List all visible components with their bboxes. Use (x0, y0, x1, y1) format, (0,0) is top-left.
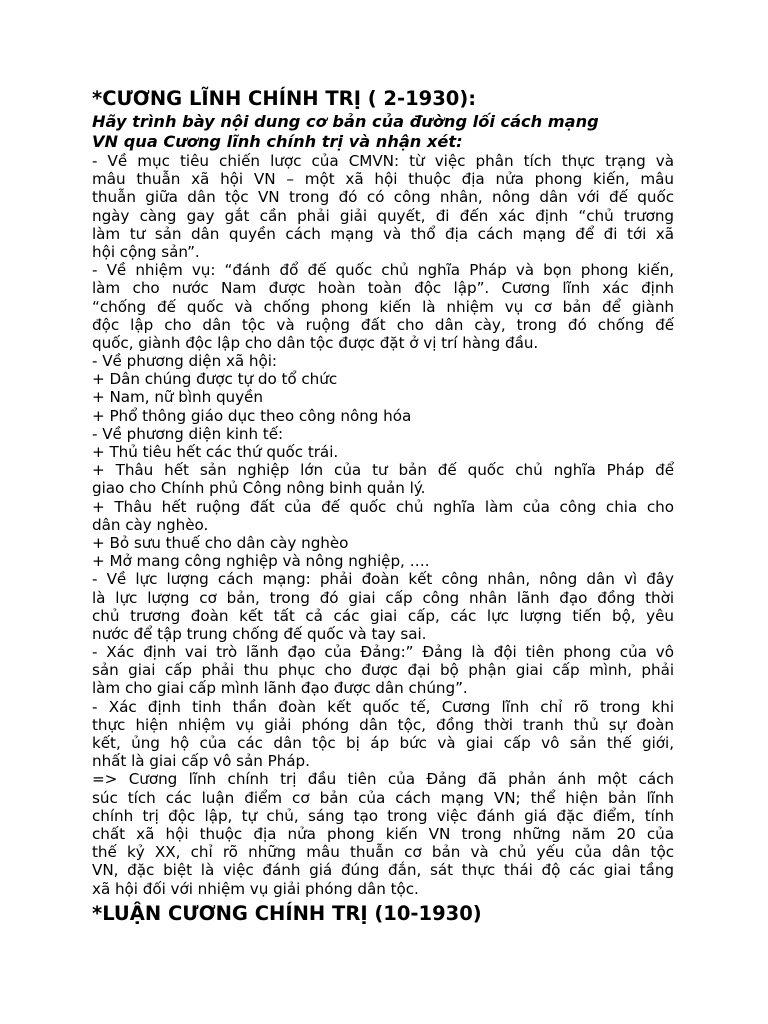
body-text-line: thực hiện nhiệm vụ giải phóng dân tộc, đồng thời tranh thủ sự đoàn (92, 715, 674, 734)
body-text-line: chất xã hội thuộc địa nửa phong kiến VN trong những năm 20 của (92, 824, 674, 843)
document-page (92, 86, 674, 927)
body-text-line: - Xác định tinh thần đoàn kết quốc tế, Cương lĩnh chỉ rõ trong khi (92, 697, 674, 716)
body-text-line: + Nam, nữ bình quyền (92, 388, 263, 407)
body-text-line: làm cho nước Nam được hoàn toàn độc lập”. Cương lĩnh xác định (92, 279, 674, 298)
body-text-line: - Xác định vai trò lãnh đạo của Đảng:” Đảng là đội tiên phong của vô (92, 643, 674, 662)
body-text-line: nhất là giai cấp vô sản Pháp. (92, 752, 310, 771)
section-heading-cuong-linh: *CƯƠNG LĨNH CHÍNH TRỊ ( 2-1930): (92, 87, 477, 110)
body-text-line: “chống đế quốc và chống phong kiến là nhiệm vụ cơ bản để giành (92, 297, 674, 316)
body-text-line: ngày càng gay gắt cần phải giải quyết, đi đến xác định “chủ trương (92, 206, 674, 225)
body-text-line: sản giai cấp phải thu phục cho được đại bộ phận giai cấp mình, phải (92, 661, 674, 680)
body-text-line: thế kỷ XX, chỉ rõ những mâu thuẫn cơ bản và chủ yếu của dân tộc (92, 843, 674, 862)
body-text-line: - Về phương diện kinh tế: (92, 424, 284, 443)
document-body (92, 152, 674, 898)
body-text-line: mâu thuẫn xã hội VN – một xã hội thuộc địa nửa phong kiến, mâu (92, 170, 674, 189)
body-text-line: VN, đặc biệt là việc đánh giá đúng đắn, sát thực thái độ các giai tầng (92, 861, 674, 880)
body-text-line: + Thâu hết sản nghiệp lớn của tư bản đế quốc chủ nghĩa Pháp để (92, 461, 674, 480)
body-text-line: nước để tập trung chống đế quốc và tay sai. (92, 624, 427, 643)
body-text-line: - Về phương diện xã hội: (92, 352, 277, 371)
body-text-line: + Thâu hết ruộng đất của đế quốc chủ nghĩa làm của công chia cho (92, 497, 674, 516)
body-text-line: - Về mục tiêu chiến lược của CMVN: từ việc phân tích thực trạng và (92, 152, 674, 170)
body-text-line: độc lập cho dân tộc và ruộng đất cho dân cày, trong đó chống đế (92, 315, 674, 334)
body-text-line: giao cho Chính phủ Công nông binh quản lý. (92, 479, 426, 498)
body-text-line: xã hội đối với nhiệm vụ giải phóng dân tộc. (92, 879, 419, 898)
body-text-line: chủ trương đoàn kết tất cả các giai cấp, các lực lượng tiến bộ, yêu (92, 606, 674, 625)
body-text-line: thuẫn giữa dân tộc VN trong đó có công nhân, nông dân với đế quốc (92, 188, 674, 207)
body-text-line: dân cày nghèo. (92, 515, 209, 534)
question-line-2: VN qua Cương lĩnh chính trị và nhận xét: (92, 132, 463, 151)
body-text-line: + Mở mang công nghiệp và nông nghiệp, …. (92, 552, 430, 571)
body-text-line: là lực lượng cơ bản, trong đó giai cấp công nhân lãnh đạo đồng thời (92, 588, 674, 607)
body-text-line: súc tích các luận điểm cơ bản của cách mạng VN; thể hiện bản lĩnh (92, 788, 674, 807)
body-text-line: kết, ủng hộ của các dân tộc bị áp bức và giai cấp vô sản thế giới, (92, 734, 674, 752)
question-line-1: Hãy trình bày nội dung cơ bản của đường lối cách mạng (92, 112, 599, 131)
body-text-line: chính trị độc lập, tự chủ, sáng tạo trong việc đánh giá đặc điểm, tính (92, 806, 674, 825)
body-text-line: làm cho giai cấp mình lãnh đạo được dân chúng”. (92, 679, 468, 698)
body-text-line: + Bỏ sưu thuế cho dân cày nghèo (92, 533, 349, 552)
body-text-line: hội cộng sản”. (92, 242, 200, 261)
body-text-line: quốc, giành độc lập cho dân tộc được đặt ở vị trí hàng đầu. (92, 333, 539, 352)
body-text-line: => Cương lĩnh chính trị đầu tiên của Đảng đã phản ánh một cách (92, 770, 674, 789)
body-text-line: + Phổ thông giáo dục theo công nông hóa (92, 406, 412, 425)
body-text-line: - Về nhiệm vụ: “đánh đổ đế quốc chủ nghĩa Pháp và bọn phong kiến, (92, 261, 674, 280)
body-text-line: + Thủ tiêu hết các thứ quốc trái. (92, 443, 339, 461)
section-heading-luan-cuong: *LUẬN CƯƠNG CHÍNH TRỊ (10-1930) (92, 901, 482, 925)
body-text-line: làm tư sản dân quyền cách mạng và thổ địa cách mạng để đi tới xã (92, 224, 674, 243)
body-text-line: - Về lực lượng cách mạng: phải đoàn kết công nhân, nông dân vì đây (92, 570, 674, 589)
body-text-line: + Dân chúng được tự do tổ chức (92, 370, 338, 389)
